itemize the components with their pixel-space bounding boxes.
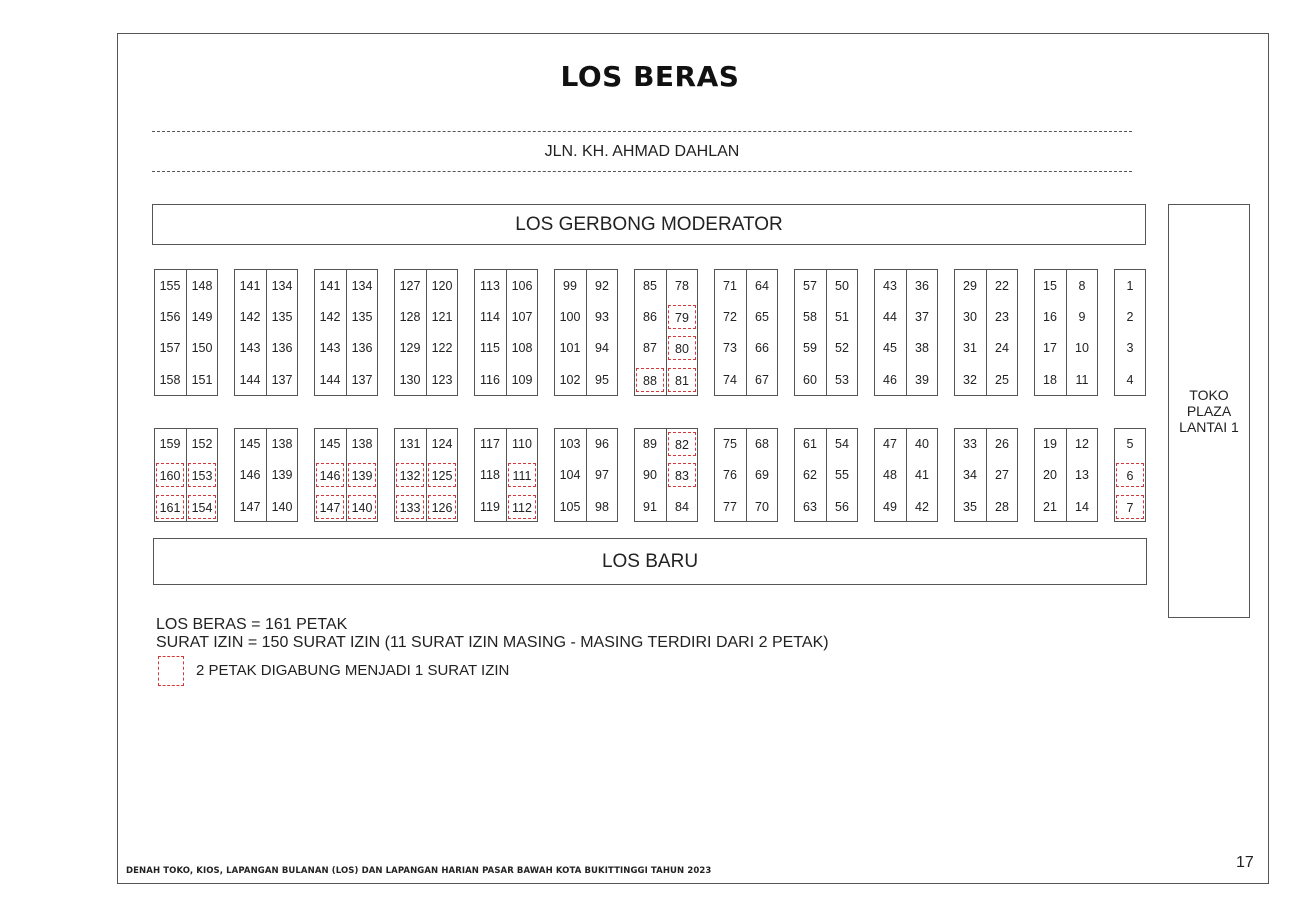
legend-permit-count: SURAT IZIN = 150 SURAT IZIN (11 SURAT IZIN MASING - MASING TERDIRI DARI 2 PETAK)	[156, 634, 829, 651]
stall-67: 67	[755, 373, 769, 387]
stall-33: 33	[963, 437, 977, 451]
stall-136: 136	[271, 341, 293, 355]
stall-148: 148	[191, 279, 213, 293]
stall-61: 61	[803, 437, 817, 451]
stall-122: 122	[431, 341, 453, 355]
stall-48: 48	[883, 468, 897, 482]
stall-143: 143	[319, 341, 341, 355]
stall-90: 90	[643, 468, 657, 482]
stall-144: 144	[319, 373, 341, 387]
stall-80-merged: 80	[668, 336, 696, 360]
stall-119: 119	[480, 500, 500, 514]
stall-93: 93	[595, 310, 609, 324]
toko-label-line-1: TOKO	[1189, 387, 1229, 403]
stall-147: 147	[239, 500, 261, 514]
stall-49: 49	[883, 500, 897, 514]
stall-58: 58	[803, 310, 817, 324]
street-edge-bottom	[152, 171, 1132, 172]
stall-126-merged: 126	[428, 495, 456, 519]
stall-83-merged: 83	[668, 463, 696, 487]
stall-156: 156	[159, 310, 181, 324]
stall-129: 129	[399, 341, 421, 355]
stall-9: 9	[1078, 310, 1086, 324]
stall-101: 101	[559, 341, 581, 355]
stall-135: 135	[271, 310, 293, 324]
stall-88-merged: 88	[636, 368, 664, 392]
stall-108: 108	[511, 341, 533, 355]
stall-96: 96	[595, 437, 609, 451]
stall-30: 30	[963, 310, 977, 324]
stall-109: 109	[511, 373, 533, 387]
stall-144: 144	[239, 373, 261, 387]
stall-105: 105	[559, 500, 581, 514]
stall-149: 149	[191, 310, 213, 324]
stall-128: 128	[399, 310, 421, 324]
stall-26: 26	[995, 437, 1009, 451]
stall-146: 146	[239, 468, 261, 482]
stall-47: 47	[883, 437, 897, 451]
legend-merged-symbol	[158, 656, 184, 686]
stall-4: 4	[1126, 373, 1134, 387]
stall-137: 137	[271, 373, 293, 387]
stall-141: 141	[319, 279, 341, 293]
stall-104: 104	[559, 468, 581, 482]
stall-137: 137	[351, 373, 373, 387]
stall-44: 44	[883, 310, 897, 324]
stall-142: 142	[239, 310, 261, 324]
los-gerbong-moderator-label: LOS GERBONG MODERATOR	[515, 213, 783, 235]
stall-81-merged: 81	[668, 368, 696, 392]
stall-135: 135	[351, 310, 373, 324]
stall-24: 24	[995, 341, 1009, 355]
los-baru-building	[153, 538, 1147, 585]
stall-139-merged: 139	[348, 463, 376, 487]
stall-134: 134	[271, 279, 293, 293]
street-edge-top	[152, 131, 1132, 132]
stall-19: 19	[1043, 437, 1057, 451]
stall-102: 102	[559, 373, 581, 387]
stall-66: 66	[755, 341, 769, 355]
stall-106: 106	[511, 279, 533, 293]
stall-95: 95	[595, 373, 609, 387]
stall-5: 5	[1126, 437, 1134, 451]
stall-41: 41	[915, 468, 929, 482]
stall-142: 142	[319, 310, 341, 324]
toko-plaza-building	[1168, 204, 1250, 618]
stall-159: 159	[159, 437, 181, 451]
stall-146-merged: 146	[316, 463, 344, 487]
stall-7-merged: 7	[1116, 495, 1144, 519]
stall-37: 37	[915, 310, 929, 324]
stall-97: 97	[595, 468, 609, 482]
stall-39: 39	[915, 373, 929, 387]
stall-112-merged: 112	[508, 495, 536, 519]
stall-99: 99	[563, 279, 577, 293]
stall-116: 116	[480, 373, 500, 387]
page-number: 17	[1236, 854, 1254, 871]
stall-92: 92	[595, 279, 609, 293]
stall-153-merged: 153	[188, 463, 216, 487]
stall-22: 22	[995, 279, 1009, 293]
stall-64: 64	[755, 279, 769, 293]
stall-161-merged: 161	[156, 495, 184, 519]
stall-132-merged: 132	[396, 463, 424, 487]
stall-27: 27	[995, 468, 1009, 482]
stall-71: 71	[723, 279, 737, 293]
stall-130: 130	[399, 373, 421, 387]
stall-154-merged: 154	[188, 495, 216, 519]
stall-157: 157	[159, 341, 181, 355]
stall-76: 76	[723, 468, 737, 482]
stall-46: 46	[883, 373, 897, 387]
stall-55: 55	[835, 468, 849, 482]
stall-57: 57	[803, 279, 817, 293]
stall-86: 86	[643, 310, 657, 324]
stall-155: 155	[159, 279, 181, 293]
stall-89: 89	[643, 437, 657, 451]
stall-77: 77	[723, 500, 737, 514]
stall-140: 140	[271, 500, 293, 514]
legend-merged-text: 2 PETAK DIGABUNG MENJADI 1 SURAT IZIN	[196, 662, 510, 679]
stall-120: 120	[431, 279, 453, 293]
stall-113: 113	[480, 279, 500, 293]
stall-50: 50	[835, 279, 849, 293]
stall-82-merged: 82	[668, 432, 696, 456]
stall-59: 59	[803, 341, 817, 355]
stall-1: 1	[1126, 279, 1134, 293]
stall-31: 31	[963, 341, 977, 355]
stall-107: 107	[511, 310, 533, 324]
stall-65: 65	[755, 310, 769, 324]
stall-111-merged: 111	[508, 463, 536, 487]
stall-54: 54	[835, 437, 849, 451]
stall-87: 87	[643, 341, 657, 355]
stall-117: 117	[480, 437, 500, 451]
stall-125-merged: 125	[428, 463, 456, 487]
stall-100: 100	[559, 310, 581, 324]
stall-20: 20	[1043, 468, 1057, 482]
stall-14: 14	[1075, 500, 1089, 514]
stall-103: 103	[559, 437, 581, 451]
stall-115: 115	[480, 341, 500, 355]
stall-12: 12	[1075, 437, 1089, 451]
stall-147-merged: 147	[316, 495, 344, 519]
stall-34: 34	[963, 468, 977, 482]
stall-145: 145	[239, 437, 261, 451]
stall-138: 138	[351, 437, 373, 451]
stall-53: 53	[835, 373, 849, 387]
stall-63: 63	[803, 500, 817, 514]
toko-label-line-3: LANTAI 1	[1179, 419, 1239, 435]
stall-13: 13	[1075, 468, 1089, 482]
stall-69: 69	[755, 468, 769, 482]
stall-29: 29	[963, 279, 977, 293]
stall-32: 32	[963, 373, 977, 387]
stall-17: 17	[1043, 341, 1057, 355]
stall-91: 91	[643, 500, 657, 514]
stall-140-merged: 140	[348, 495, 376, 519]
stall-11: 11	[1075, 373, 1089, 387]
stall-131: 131	[399, 437, 421, 451]
stall-133-merged: 133	[396, 495, 424, 519]
stall-79-merged: 79	[668, 305, 696, 329]
stall-75: 75	[723, 437, 737, 451]
los-gerbong-moderator-building	[152, 204, 1146, 245]
stall-114: 114	[480, 310, 500, 324]
stall-60: 60	[803, 373, 817, 387]
stall-84: 84	[675, 500, 689, 514]
stall-118: 118	[480, 468, 500, 482]
stall-52: 52	[835, 341, 849, 355]
stall-18: 18	[1043, 373, 1057, 387]
stall-121: 121	[431, 310, 453, 324]
stall-56: 56	[835, 500, 849, 514]
stall-152: 152	[191, 437, 213, 451]
stall-51: 51	[835, 310, 849, 324]
stall-40: 40	[915, 437, 929, 451]
stall-151: 151	[191, 373, 213, 387]
stall-158: 158	[159, 373, 181, 387]
stall-94: 94	[595, 341, 609, 355]
stall-21: 21	[1043, 500, 1057, 514]
street-label: JLN. KH. AHMAD DAHLAN	[544, 143, 740, 160]
stall-28: 28	[995, 500, 1009, 514]
stall-127: 127	[399, 279, 421, 293]
stall-3: 3	[1126, 341, 1134, 355]
stall-15: 15	[1043, 279, 1057, 293]
stall-141: 141	[239, 279, 261, 293]
stall-2: 2	[1126, 310, 1134, 324]
stall-16: 16	[1043, 310, 1057, 324]
stall-73: 73	[723, 341, 737, 355]
stall-145: 145	[319, 437, 341, 451]
stall-62: 62	[803, 468, 817, 482]
stall-123: 123	[431, 373, 453, 387]
stall-23: 23	[995, 310, 1009, 324]
stall-68: 68	[755, 437, 769, 451]
stall-36: 36	[915, 279, 929, 293]
legend-total-stalls: LOS BERAS = 161 PETAK	[156, 616, 348, 633]
stall-136: 136	[351, 341, 373, 355]
stall-25: 25	[995, 373, 1009, 387]
stall-134: 134	[351, 279, 373, 293]
stall-78: 78	[675, 279, 689, 293]
stall-43: 43	[883, 279, 897, 293]
los-baru-label: LOS BARU	[601, 550, 699, 572]
stall-35: 35	[963, 500, 977, 514]
stall-6-merged: 6	[1116, 463, 1144, 487]
toko-label-line-2: PLAZA	[1186, 403, 1232, 419]
footer-caption: DENAH TOKO, KIOS, LAPANGAN BULANAN (LOS) DAN LAPANGAN HARIAN PASAR BAWAH KOTA BUKITTINGGI TAHUN 2023	[126, 866, 712, 876]
stall-38: 38	[915, 341, 929, 355]
stall-150: 150	[191, 341, 213, 355]
stall-98: 98	[595, 500, 609, 514]
stall-138: 138	[271, 437, 293, 451]
stall-8: 8	[1078, 279, 1086, 293]
stall-124: 124	[431, 437, 453, 451]
stall-143: 143	[239, 341, 261, 355]
stall-72: 72	[723, 310, 737, 324]
stall-70: 70	[755, 500, 769, 514]
stall-85: 85	[643, 279, 657, 293]
stall-139: 139	[271, 468, 293, 482]
page-title: LOS BERAS	[560, 60, 740, 93]
stall-45: 45	[883, 341, 897, 355]
stall-160-merged: 160	[156, 463, 184, 487]
stall-42: 42	[915, 500, 929, 514]
stall-110: 110	[512, 437, 532, 451]
stall-10: 10	[1075, 341, 1089, 355]
stall-74: 74	[723, 373, 737, 387]
